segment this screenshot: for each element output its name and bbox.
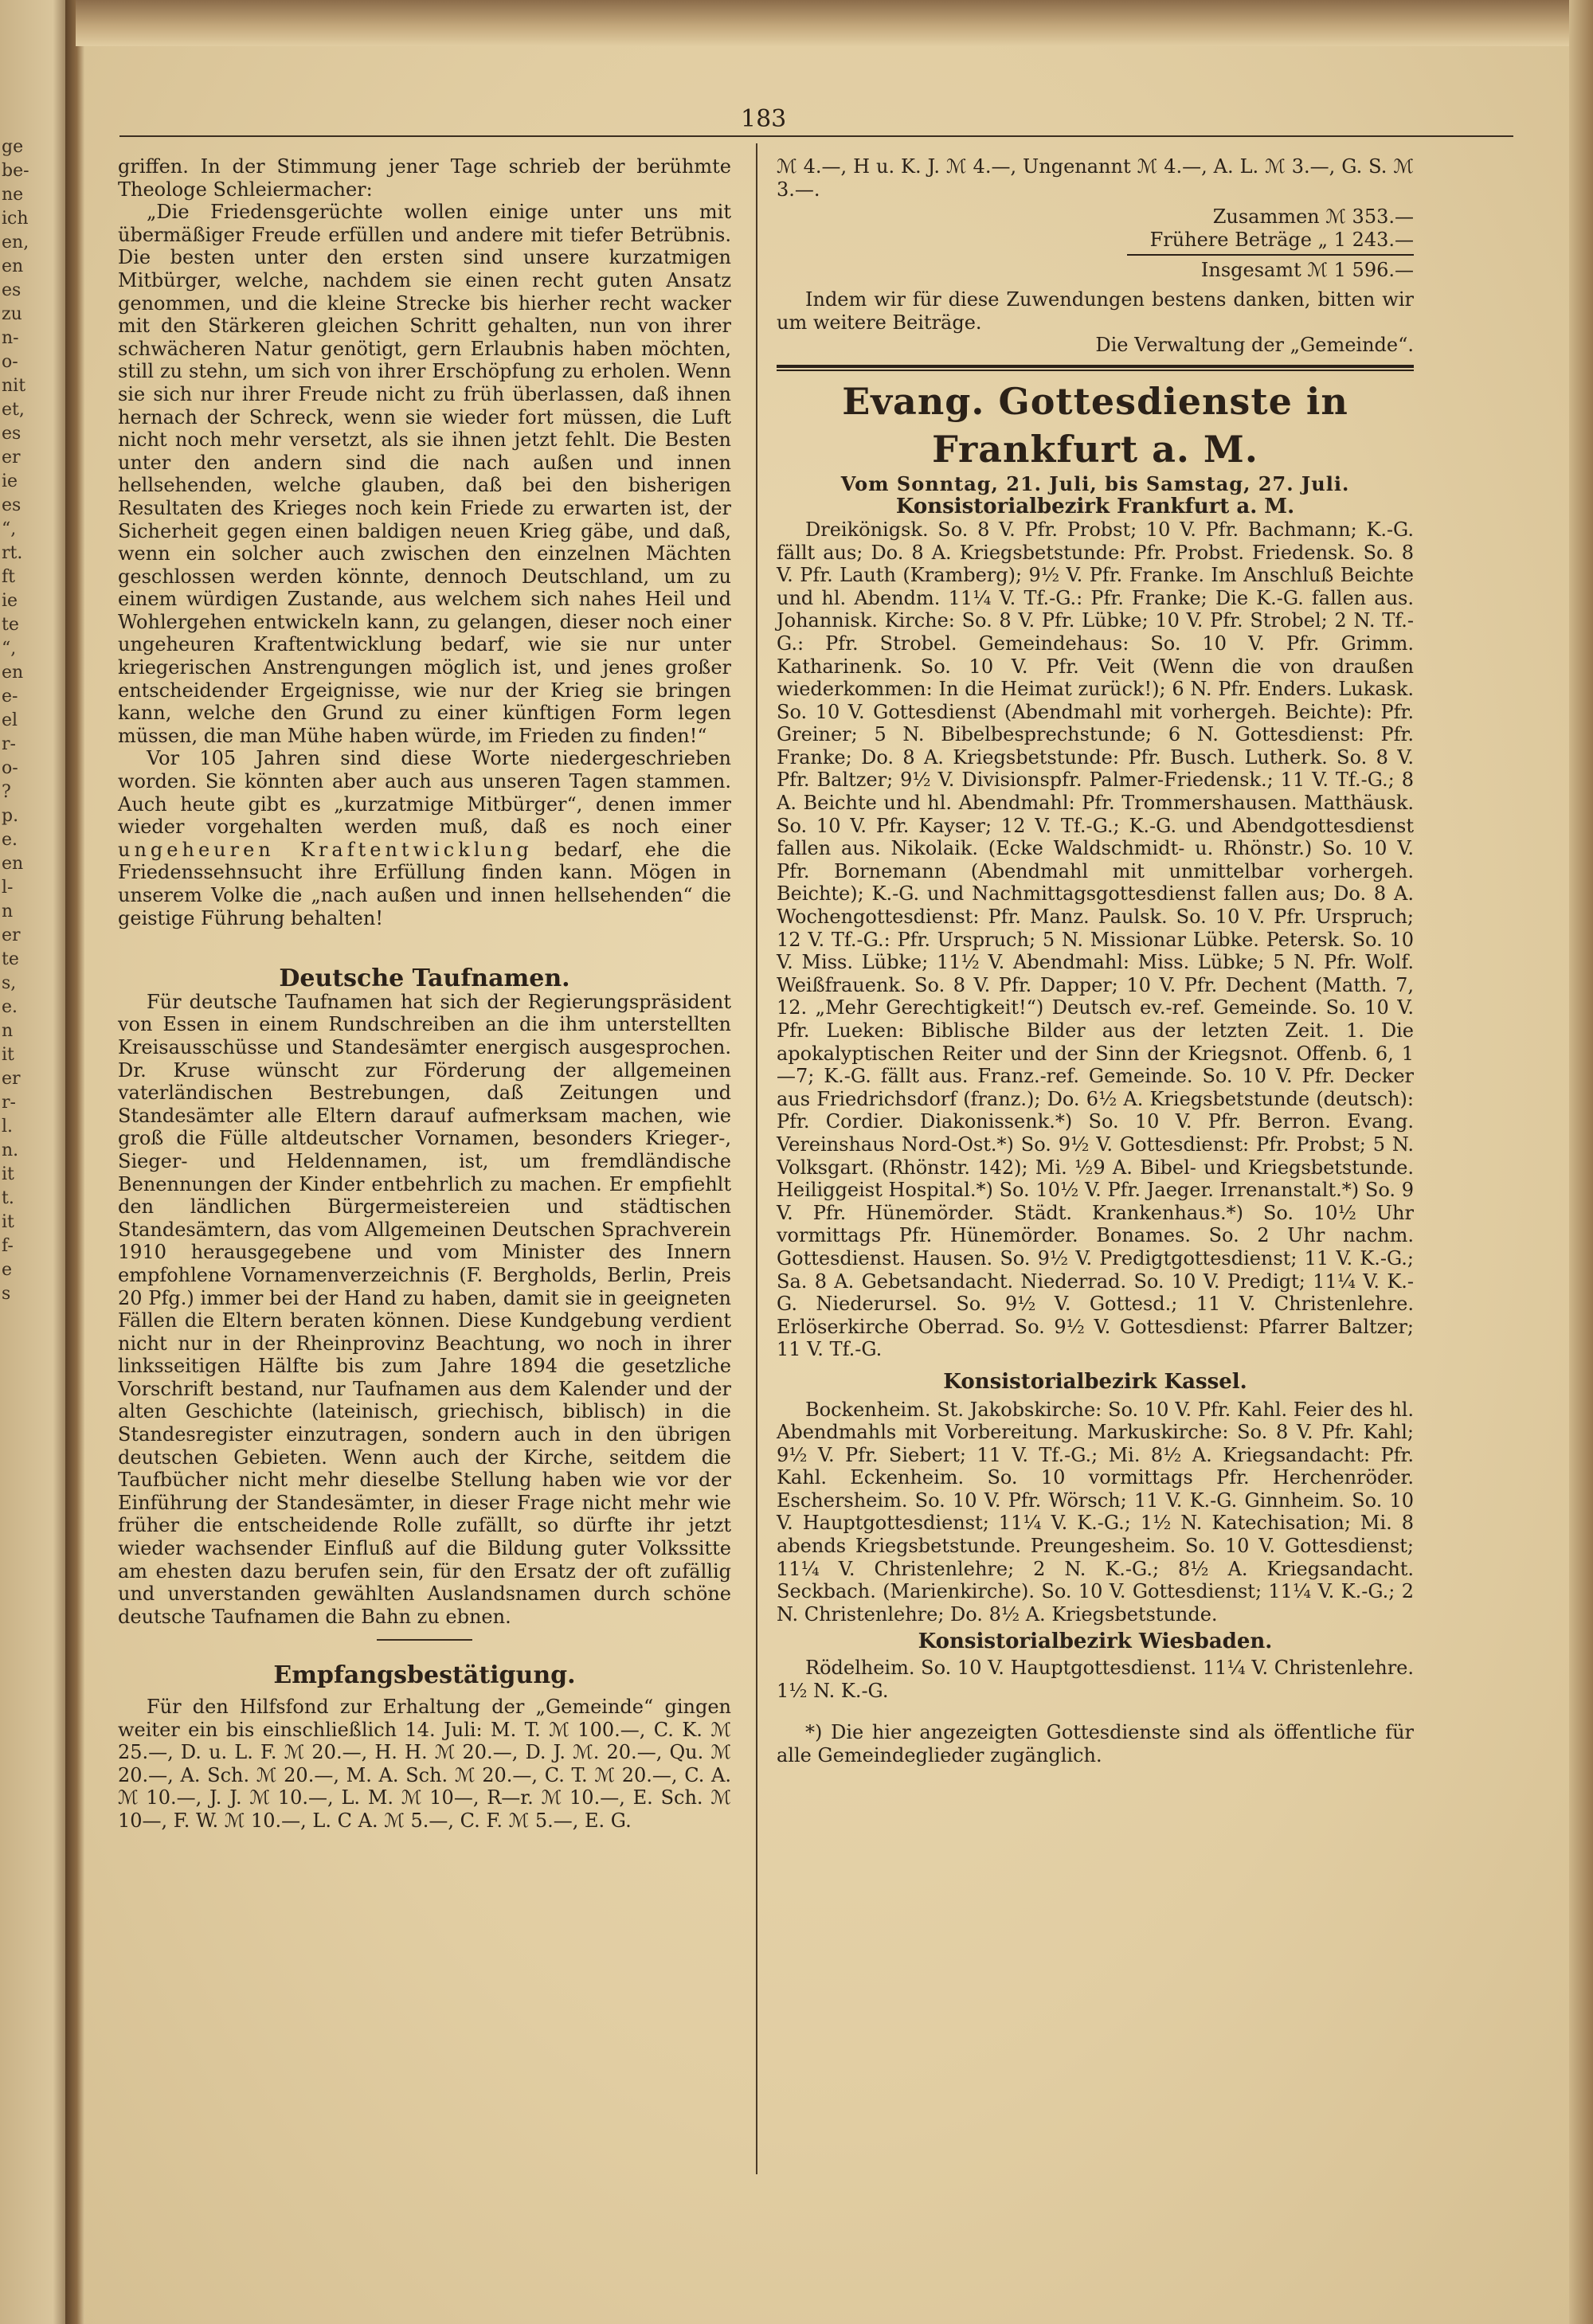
donations-continued: ℳ 4.—, H u. K. J. ℳ 4.—, Ungenannt ℳ 4.—, A. L. ℳ 3.—, G. S. ℳ 3.—. [777, 155, 1414, 201]
left-page-fragment: ich [2, 209, 29, 229]
left-page-fragment: ne [2, 185, 24, 205]
left-page-fragment: “, [2, 519, 17, 539]
left-page-fragment: e [2, 1260, 13, 1280]
left-page-fragment: es [2, 424, 22, 444]
taufnamen-heading: Deutsche Taufnamen. [279, 964, 570, 993]
page-top-shadow [76, 0, 1569, 46]
left-page-fragment: n [2, 902, 14, 921]
header-rule [119, 135, 1513, 137]
left-page-fragment: r- [2, 734, 16, 754]
left-page-fragment: es [2, 495, 22, 515]
left-page-fragment: en [2, 256, 24, 276]
left-page-fragment: e- [2, 687, 18, 706]
left-page-fragment: s [2, 1284, 11, 1304]
left-page-fragment: te [2, 615, 19, 635]
left-page-fragment: te [2, 949, 19, 969]
left-column [118, 155, 731, 1833]
left-page-fragment: o- [2, 758, 18, 778]
left-page-fragment: e. [2, 997, 18, 1017]
left-page-fragment: el [2, 710, 18, 730]
left-page-fragment: t. [2, 1188, 14, 1208]
left-page-fragment: ? [2, 782, 11, 802]
footnote: *) Die hier angezeigten Gottesdienste sind als öffentliche für alle Gemeindeglieder zugänglich. [777, 1721, 1414, 1766]
left-page-fragment: o- [2, 352, 18, 372]
empfang-text: Für den Hilfsfond zur Erhaltung der „Gemeinde“ gingen weiter ein bis einschließlich 14. Juli: M. T. ℳ 100.—, C. K. ℳ 25.—, D. u. L. F. ℳ 20.—, H. H. ℳ 20.—, D. J. ℳ. 20.—, Qu. ℳ 20.—, A. Sch. ℳ 20.—, M. A. Sch. ℳ 20.—, C. T. ℳ 20.—, C. A. ℳ 10.—, J. J. ℳ 10.—, L. M. ℳ 10—, R—r. ℳ 10.—, E. Sch. ℳ 10—, F. W. ℳ 10.—, L. C A. ℳ 5.—, C. F. ℳ 5.—, E. G. [118, 1696, 731, 1832]
page-right-edge [1569, 0, 1593, 2324]
sum-rule [1127, 254, 1414, 256]
left-page-fragment: rt. [2, 543, 23, 563]
page-number: 183 [741, 105, 787, 133]
spaced-emphasis: ungeheuren Kraftentwicklung [118, 838, 533, 861]
left-page-fragment: nit [2, 376, 26, 396]
left-page-fragment: it [2, 1212, 14, 1232]
column-rule [756, 143, 757, 2174]
left-page-fragment: n [2, 1021, 14, 1041]
left-page-fragment: be- [2, 161, 29, 181]
left-page-fragment: en, [2, 233, 29, 252]
left-page-fragment: es [2, 280, 22, 300]
ffm-text: Dreikönigsk. So. 8 V. Pfr. Probst; 10 V. Pfr. Bachmann; K.-G. fällt aus; Do. 8 A. Kriegsbetstunde: Pfr. Probst. Friedensk. So. 8 V. Pfr. Lauth (Kramberg); 9½ V. Pfr. Franke. Im Anschluß Beichte und hl. Abendm. 11¼ V. Tf.-G.: Pfr. Franke; Die K.-G. fallen aus. Johannisk. Kirche: So. 8 V. Pfr. Lübke; 10 V. Pfr. Strobel; 2 N. Tf.-G.: Pfr. Strobel. Gemeindehaus: So. 10 V. Pfr. Grimm. Katharinenk. So. 10 V. Pfr. Veit (Wenn die von draußen wiederkommen: In die Heimat zurück!); 6 N. Pfr. Enders. Lukask. So. 10 V. Gottesdienst (Abendmahl mit vorhergeh. Beichte): Pfr. Greiner; 5 N. Bibelbesprechstunde; 6 N. Gottesdienst: Pfr. Franke; Do. 8 A. Kriegsbetstunde: Pfr. Busch. Lutherk. So. 8 V. Pfr. Baltzer; 9½ V. Divisionspfr. Palmer-Friedensk.; 11 V. Tf.-G.; 8 A. Beichte und hl. Abendmahl: Pfr. Trommershausen. Matthäusk. So. 10 V. Pfr. Kayser; 12 V. Tf.-G.; K.-G. und Abendgottesdienst fallen aus. Nikolaik. (Ecke Waldschmidt- u. Rhönstr.) So. 10 V. Pfr. Bornemann (Abendmahl mit unmittelbar vorhergeh. Beichte); K.-G. und Nachmittagsgottesdienst fallen aus; Do. 8 A. Wochengottesdienst: Pfr. Manz. Paulsk. So. 10 V. Pfr. Urspruch; 12 V. Tf.-G.: Pfr. Urspruch; 5 N. Missionar Lübke. Petersk. So. 10 V. Miss. Lübke; 11½ V. Abendmahl: Miss. Lübke; 5 N. Pfr. Wolf. Weißfrauenk. So. 8 V. Pfr. Dapper; 10 V. Pfr. Dechent (Matth. 7, 12. „Mehr Gerechtigkeit!“) Deutsch ev.-ref. Gemeinde. So. 10 V. Pfr. Lueken: Biblische Bilder aus der letzten Zeit. 1. Die apokalyptischen Reiter und der Sinn der Kriegsnot. Offenb. 6, 1—7; K.-G. fällt aus. Franz.-ref. Gemeinde. So. 10 V. Pfr. Decker aus Friedrichsdorf (franz.); Do. 6½ A. Kriegsbetstunde (deutsch): Pfr. Cordier. Diakonissenk.*) So. 10 V. Pfr. Berron. Evang. Vereinshaus Nord-Ost.*) So. 9½ V. Gottesdienst: Pfr. Probst; 5 N. Volksgart. (Rhönstr. 142); Mi. ½9 A. Bibel- und Kriegsbetstunde. Heiliggeist Hospital.*) So. 10½ V. Pfr. Jaeger. Irrenanstalt.*) So. 9 V. Pfr. Hünemörder. Städt. Krankenhaus.*) So. 10½ Uhr vormittags Pfr. Hünemörder. Bonames. So. 2 Uhr nachm. Gottesdienst. Hausen. So. 9½ V. Predigtgottesdienst; 11 V. K.-G.; Sa. 8 A. Gebetsandacht. Niederrad. So. 10 V. Predigt; 11¼ V. K.-G. Niederursel. So. 9½ V. Gottesd.; 11 V. Christenlehre. Erlöserkirche Oberrad. So. 9½ V. Gottesdienst: Pfarrer Baltzer; 11 V. Tf.-G. [777, 518, 1414, 1361]
kassel-heading: Konsistorialbezirk Kassel. [943, 1369, 1247, 1394]
left-page-fragment: er [2, 925, 21, 945]
left-page-fragment: it [2, 1045, 14, 1065]
commentary-text: Vor 105 Jahren sind diese Worte niedergeschrieben worden. Sie könnten aber auch aus unseren Tagen stammen. Auch heute gibt es „kurzatmige Mitbürger“, denen immer wieder vorgehalten werden muß, daß es noch einer ungeheuren Kraftentwicklung bedarf, ehe die Friedenssehnsucht ihre Erfüllung finden kann. Mögen in unserem Volke die „nach außen und innen hellsehenden“ die geistige Führung behalten! [118, 747, 731, 929]
taufnamen-text: Für deutsche Taufnamen hat sich der Regierungspräsident von Essen in einem Rundschreiben an die ihm unterstellten Kreisausschüsse und Standesämter energisch ausgesprochen. Dr. Kruse wünscht zur Förderung der allgemeinen vaterländischen Bestrebungen, daß Zeitungen und Standesämter alle Eltern darauf aufmerksam machen, wie groß die Fülle altdeutscher Vornamen, besonders Krieger-, Sieger- und Heldennamen, ist, um fremdländische Benennungen der Kinder entbehrlich zu machen. Er empfiehlt den ländlichen Bürgermeistereien und städtischen Standesämtern, das vom Allgemeinen Deutschen Sprachverein 1910 herausgegebene und vom Minister des Innern empfohlene Vornamenverzeichnis (F. Bergholds, Berlin, Preis 20 Pfg.) immer bei der Hand zu haben, damit sie in geeigneten Fällen die Eltern beraten können. Diese Kundgebung verdient nicht nur in der Rheinprovinz Beachtung, wo noch in ihrer linksseitigen Hälfte bis zum Jahre 1894 die gesetzliche Vorschrift bestand, nur Taufnamen aus dem Kalender und der alten Geschichte (lateinisch, griechisch, biblisch) in die Standesregister einzutragen, sondern auch in den übrigen deutschen Gebieten. Wenn auch der Kirche, seitdem die Taufbücher nicht mehr dieselbe Stellung haben wie vor der Einführung der Standesämter, in dieser Frage nicht mehr wie früher die entscheidende Rolle zufällt, so dürfte ihr jetzt wieder wachsender Einfluß auf die Bildung guter Volkssitte am ehesten dazu berufen sein, für den Ersatz der oft zufällig und unverstanden gewählten Auslandsnamen durch schöne deutsche Taufnamen die Bahn zu ebnen. [118, 990, 731, 1628]
left-page-fragment: l. [2, 1117, 14, 1137]
left-page-fragment: “, [2, 639, 17, 659]
right-column [777, 155, 1414, 1766]
ffm-heading: Konsistorialbezirk Frankfurt a. M. [895, 495, 1295, 519]
left-page-fragment: ie [2, 591, 18, 611]
left-page-fragment: n. [2, 1140, 19, 1160]
left-page-fragment: ge [2, 137, 24, 157]
left-page-fragment: p. [2, 806, 19, 826]
title-rule-thin [777, 370, 1414, 371]
intro-text: griffen. In der Stimmung jener Tage schrieb der berühmte Theologe Schleiermacher: [118, 155, 731, 201]
schleiermacher-quote: „Die Friedensgerüchte wollen einige unter uns mit übermäßiger Freude erfüllen und andere mit tiefer Betrübnis. Die besten unter den ersten sind unsere kurzatmigen Mitbürger, welche, nachdem sie einen recht guten Ansatz genommen, und die kleine Strecke bis hierher recht wacker mit den Stärkeren gleichen Schritt gehalten, nun von ihrer schwächeren Natur genötigt, gern Erlaubnis haben möchten, still zu stehn, um sich von ihrer Erschöpfung zu erholen. Wenn sie sich nur ihrer Freude nicht zu früh überlassen, daß ihnen hernach der Schreck, wenn sie wieder fort müssen, die Luft nicht noch mehr versetzt, als sie ihnen jetzt fehlt. Die Besten unter den andern sind die nach außen und innen hellsehenden, welche glauben, daß bei den bisherigen Resultaten des Krieges noch kein Friede zu erwarten ist, der Sicherheit gegen einen baldigen neuen Krieg gäbe, und daß, wenn ein solcher auch zwischen den einzelnen Mächten geschlossen werden könnte, dennoch Deutschland, um zu einem würdigen Zustande, aus welchem sich nahes Heil und Wohlergehen entwickeln kann, zu gelangen, dieser noch einer ungeheuren Kraftentwicklung bedarf, wie sie nur unter kriegerischen Anstrengungen möglich ist, und jenes großer entscheidender Ergeignisse, wie nur der Krieg sie bringen kann, welche den Grund zu einer künftigen Form legen müssen, die man Mühe haben würde, im Frieden zu finden!“ [118, 201, 731, 747]
left-page-fragment: en [2, 854, 24, 874]
services-title: Evang. Gottesdienste in Frankfurt a. M. [842, 379, 1348, 471]
wiesbaden-heading: Konsistorialbezirk Wiesbaden. [918, 1630, 1273, 1654]
left-page-fragment: e. [2, 830, 18, 850]
left-page-fragment: et, [2, 400, 25, 420]
left-page-fragment: zu [2, 304, 22, 324]
left-page-fragment: er [2, 448, 21, 468]
wiesbaden-text: Rödelheim. So. 10 V. Hauptgottesdienst. 11¼ V. Christenlehre. 1½ N. K.-G. [777, 1657, 1414, 1702]
fruehere-line: Frühere Beträge „ 1 243.— [1149, 228, 1414, 251]
signature: Die Verwaltung der „Gemeinde“. [1095, 334, 1414, 357]
left-page-fragment: l- [2, 878, 14, 898]
thanks-text: Indem wir für diese Zuwendungen bestens danken, bitten wir um weitere Beiträge. [777, 288, 1414, 334]
kassel-text: Bockenheim. St. Jakobskirche: So. 10 V. Pfr. Kahl. Feier des hl. Abendmahls mit Vorbereitung. Markuskirche: So. 8 V. Pfr. Kahl; 9½ V. Pfr. Siebert; 11 V. Tf.-G.; Mi. 8½ A. Kriegsandacht: Pfr. Kahl. Eckenheim. So. 10 vormittags Pfr. Herchenröder. Eschersheim. So. 10 V. Pfr. Wörsch; 11 V. K.-G. Ginnheim. So. 10 V. Hauptgottesdienst; 11¼ V. K.-G.; 1½ N. Katechisation; Mi. 8 abends Kriegsbetstunde. Preungesheim. So. 10 V. Gottesdienst; 11¼ V. Christenlehre; 2 N. K.-G.; 8½ A. Kriegsandacht. Seckbach. (Marienkirche). So. 10 V. Gottesdienst; 11¼ V. K.-G.; 2 N. Christenlehre; Do. 8½ A. Kriegsbetstunde. [777, 1398, 1414, 1626]
left-page-fragment: n- [2, 328, 19, 348]
title-rule-thick [777, 365, 1414, 368]
zusammen-line: Zusammen ℳ 353.— [1212, 205, 1414, 229]
previous-page-edge [0, 0, 76, 2324]
left-page-fragment: ie [2, 471, 18, 491]
left-page-fragment: r- [2, 1093, 16, 1113]
services-dates: Vom Sonntag, 21. Juli, bis Samstag, 27. Juli. [840, 471, 1350, 495]
left-page-fragment: ft [2, 567, 15, 587]
empfang-heading: Empfangsbestätigung. [273, 1661, 576, 1690]
left-page-fragment: f- [2, 1236, 14, 1256]
left-page-fragment: en [2, 663, 24, 683]
left-page-fragment: er [2, 1069, 21, 1089]
book-gutter [65, 0, 84, 2324]
left-page-fragment: s, [2, 973, 17, 993]
left-page-fragment: it [2, 1164, 14, 1184]
insgesamt-line: Insgesamt ℳ 1 596.— [1200, 259, 1414, 282]
